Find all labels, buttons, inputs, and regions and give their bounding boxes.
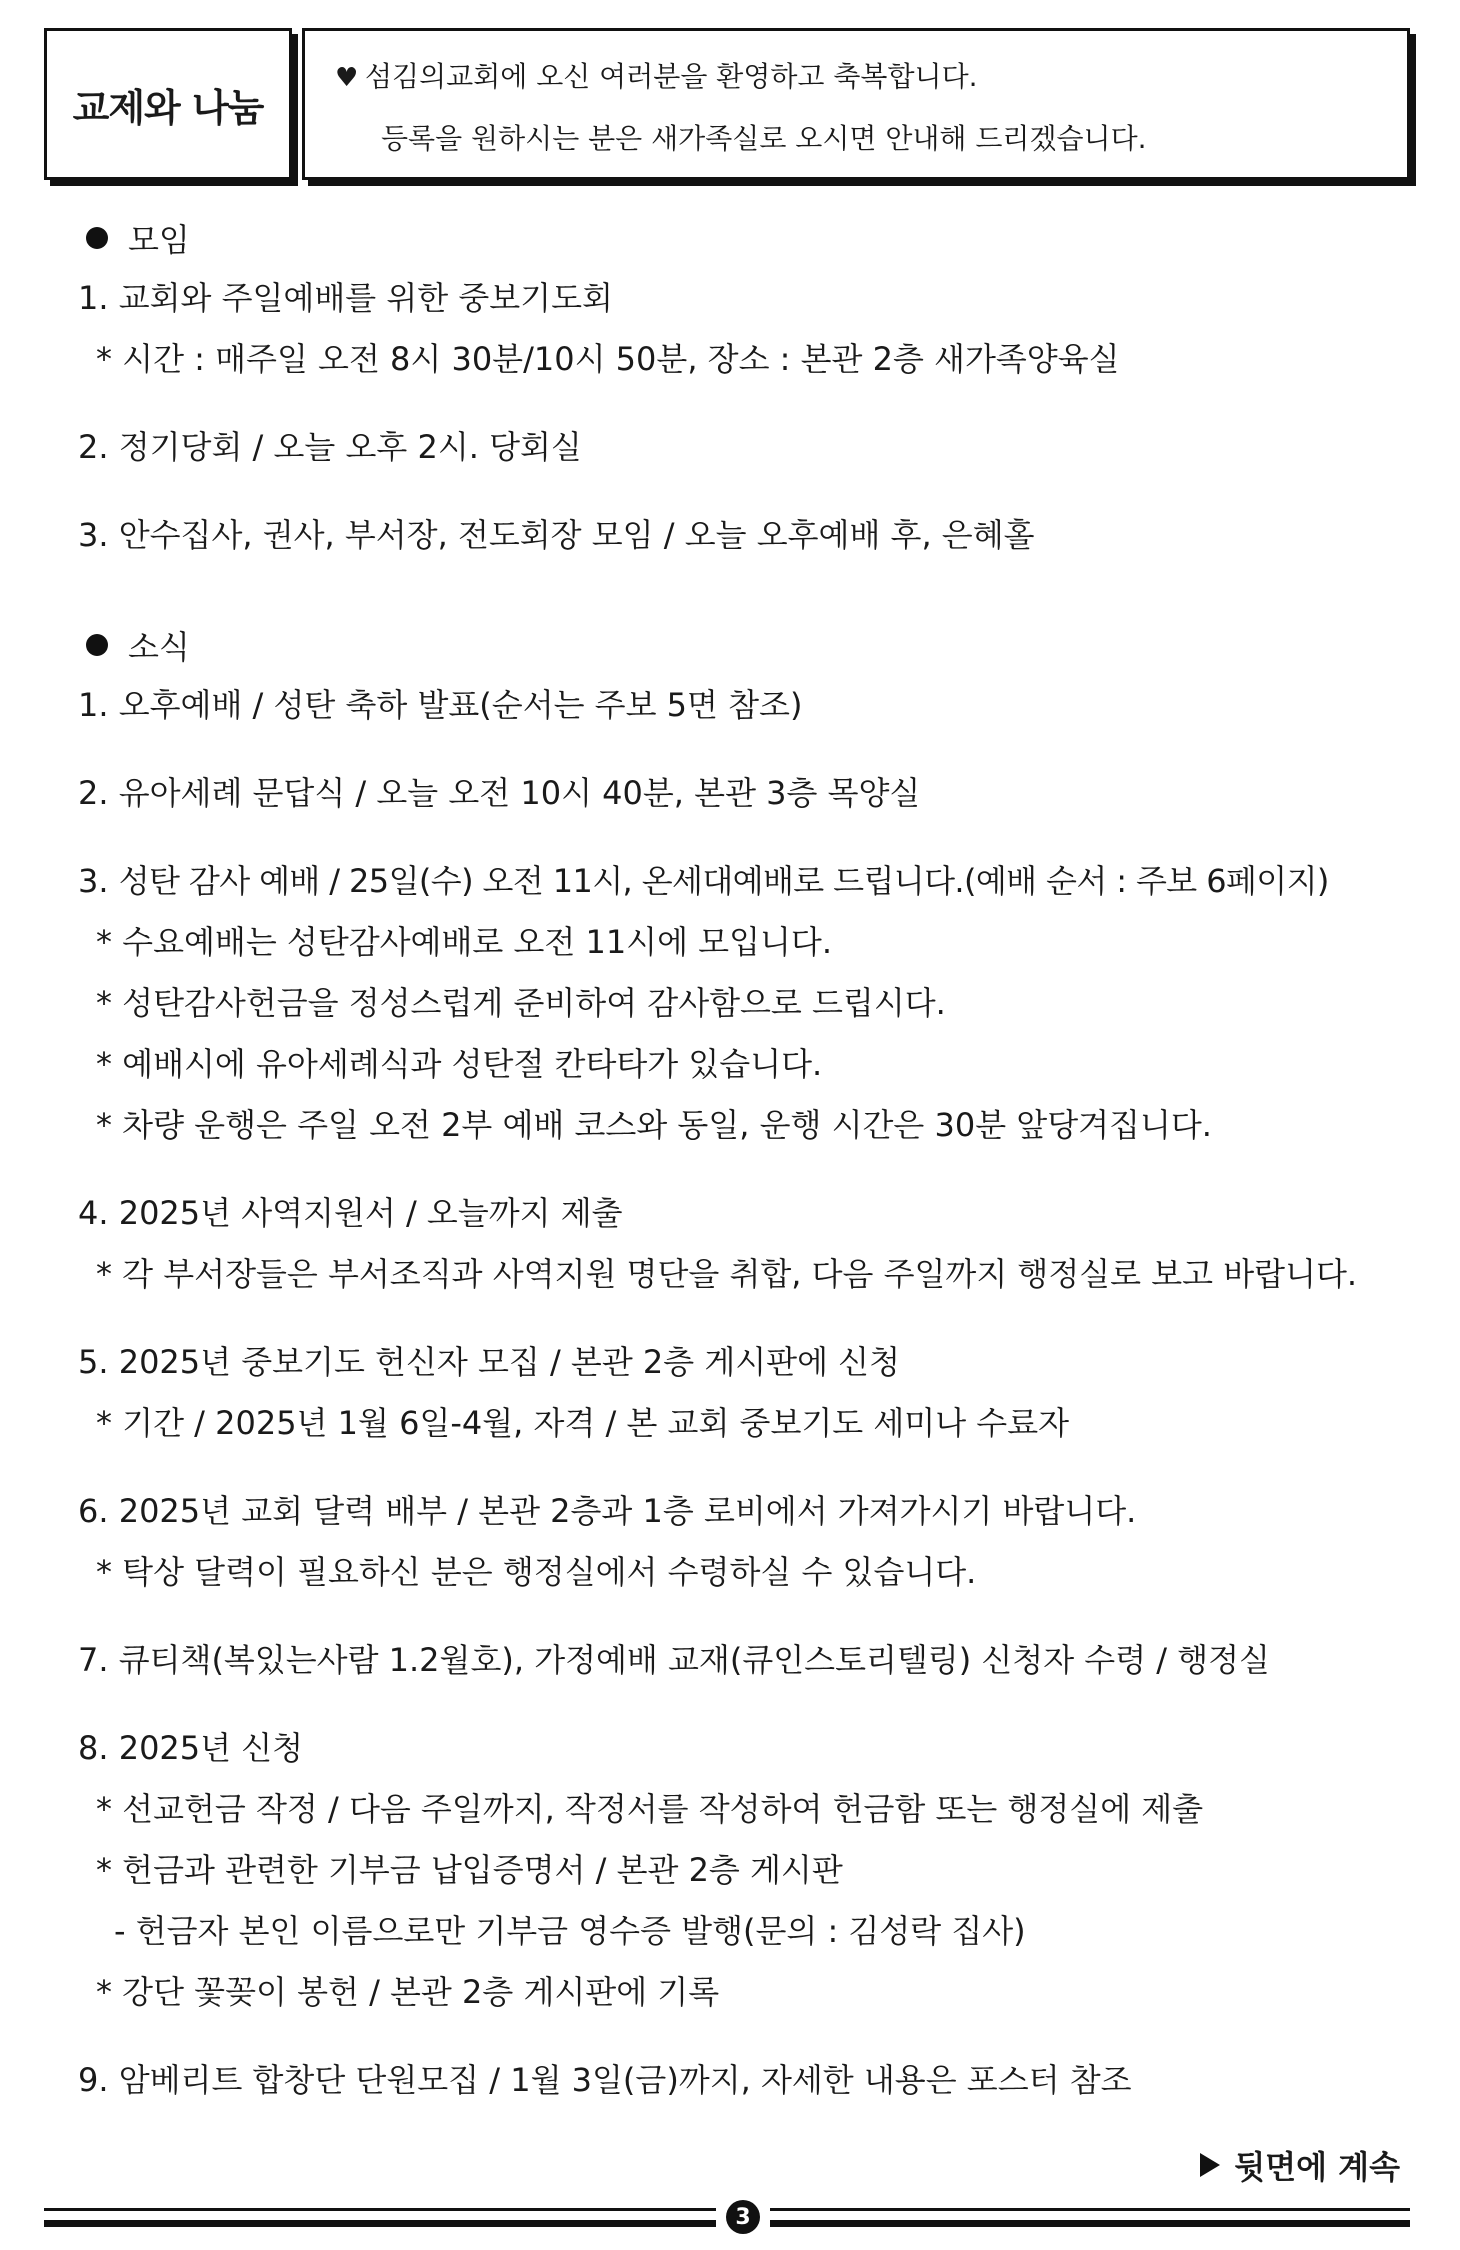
news-heading-label: 소식	[128, 628, 190, 666]
footer-rule-right-thin	[770, 2208, 1410, 2211]
news-item-detail: * 각 부서장들은 부서조직과 사역지원 명단을 취합, 다음 주일까지 행정실로 보고 바랍니다.	[96, 1255, 1358, 1293]
page-number: 3	[726, 2200, 760, 2234]
news-item	[78, 858, 1418, 904]
news-item-detail: * 성탄감사헌금을 정성스럽게 준비하여 감사함으로 드립시다.	[96, 984, 946, 1022]
news-item	[78, 2057, 1418, 2103]
continue-note	[1200, 2142, 1400, 2188]
item-number: 6.	[78, 1492, 109, 1530]
news-item	[78, 682, 1418, 728]
welcome-box	[302, 28, 1410, 180]
item-text: 2025년 교회 달력 배부 / 본관 2층과 1층 로비에서 가져가시기 바랍니다.	[118, 1492, 1137, 1530]
news-item	[78, 1725, 1418, 1771]
news-item	[78, 1190, 1418, 1236]
bullet-icon	[86, 634, 108, 656]
footer-rule-left-thin	[44, 2208, 716, 2211]
meeting-item	[78, 424, 1418, 470]
welcome-line-1	[335, 55, 1377, 99]
bullet-icon	[86, 227, 108, 249]
item-number: 3.	[78, 862, 109, 900]
meeting-item	[78, 512, 1418, 558]
news-item	[78, 1339, 1418, 1385]
item-text: 성탄 감사 예배 / 25일(수) 오전 11시, 온세대예배로 드립니다.(예배 순서 : 주보 6페이지)	[118, 862, 1329, 900]
welcome-text-1: 섬김의교회에 오신 여러분을 환영하고 축복합니다.	[365, 60, 978, 93]
item-number: 2.	[78, 774, 109, 812]
footer-rule-left-thick	[44, 2220, 716, 2227]
item-text: 교회와 주일예배를 위한 중보기도회	[118, 279, 613, 317]
news-item-detail: * 차량 운행은 주일 오전 2부 예배 코스와 동일, 운행 시간은 30분 앞당겨집니다.	[96, 1106, 1212, 1144]
news-item-detail: * 선교헌금 작정 / 다음 주일까지, 작정서를 작성하여 헌금함 또는 행정실에 제출	[96, 1790, 1204, 1828]
item-number: 3.	[78, 516, 109, 554]
news-item-detail: * 헌금과 관련한 기부금 납입증명서 / 본관 2층 게시판	[96, 1851, 843, 1889]
footer-rule-right-thick	[770, 2220, 1410, 2227]
continue-label: 뒷면에 계속	[1234, 2148, 1400, 2186]
news-item	[78, 1637, 1418, 1683]
news-item-detail: - 헌금자 본인 이름으로만 기부금 영수증 발행(문의 : 김성락 집사)	[114, 1912, 1026, 1950]
welcome-line-2: 등록을 원하시는 분은 새가족실로 오시면 안내해 드리겠습니다.	[381, 122, 1147, 155]
news-item-detail: * 탁상 달력이 필요하신 분은 행정실에서 수령하실 수 있습니다.	[96, 1553, 977, 1591]
item-text: 큐티책(복있는사람 1.2월호), 가정예배 교재(큐인스토리텔링) 신청자 수령 / 행정실	[118, 1641, 1270, 1679]
news-item-detail: * 기간 / 2025년 1월 6일-4월, 자격 / 본 교회 중보기도 세미나 수료자	[96, 1404, 1070, 1442]
item-number: 4.	[78, 1194, 109, 1232]
item-number: 7.	[78, 1641, 109, 1679]
item-number: 5.	[78, 1343, 109, 1381]
item-text: 유아세례 문답식 / 오늘 오전 10시 40분, 본관 3층 목양실	[118, 774, 921, 812]
heart-icon: ♥	[335, 63, 359, 93]
news-item	[78, 1488, 1418, 1534]
meetings-heading	[78, 215, 1418, 261]
item-text: 2025년 신청	[118, 1729, 304, 1767]
item-text: 암베리트 합창단 단원모집 / 1월 3일(금)까지, 자세한 내용은 포스터 참조	[118, 2061, 1132, 2099]
news-item	[78, 770, 1418, 816]
item-text: 안수집사, 권사, 부서장, 전도회장 모임 / 오늘 오후예배 후, 은혜홀	[118, 516, 1035, 554]
meeting-item	[78, 275, 1418, 321]
meetings-heading-label: 모임	[128, 221, 190, 259]
news-item-detail: * 강단 꽃꽂이 봉헌 / 본관 2층 게시판에 기록	[96, 1973, 720, 2011]
item-text: 2025년 중보기도 헌신자 모집 / 본관 2층 게시판에 신청	[118, 1343, 900, 1381]
news-item-detail: * 예배시에 유아세례식과 성탄절 칸타타가 있습니다.	[96, 1045, 823, 1083]
item-number: 1.	[78, 279, 109, 317]
item-number: 9.	[78, 2061, 109, 2099]
announcements	[78, 215, 1418, 2103]
news-heading	[78, 622, 1418, 668]
item-text: 오후예배 / 성탄 축하 발표(순서는 주보 5면 참조)	[118, 686, 803, 724]
meeting-item-detail: * 시간 : 매주일 오전 8시 30분/10시 50분, 장소 : 본관 2층 새가족양육실	[96, 340, 1120, 378]
item-text: 정기당회 / 오늘 오후 2시. 당회실	[118, 428, 582, 466]
play-triangle-icon	[1200, 2153, 1220, 2177]
section-title: 교제와 나눔	[44, 28, 292, 180]
item-number: 2.	[78, 428, 109, 466]
item-number: 1.	[78, 686, 109, 724]
item-text: 2025년 사역지원서 / 오늘까지 제출	[118, 1194, 623, 1232]
item-number: 8.	[78, 1729, 109, 1767]
news-item-detail: * 수요예배는 성탄감사예배로 오전 11시에 모입니다.	[96, 923, 832, 961]
